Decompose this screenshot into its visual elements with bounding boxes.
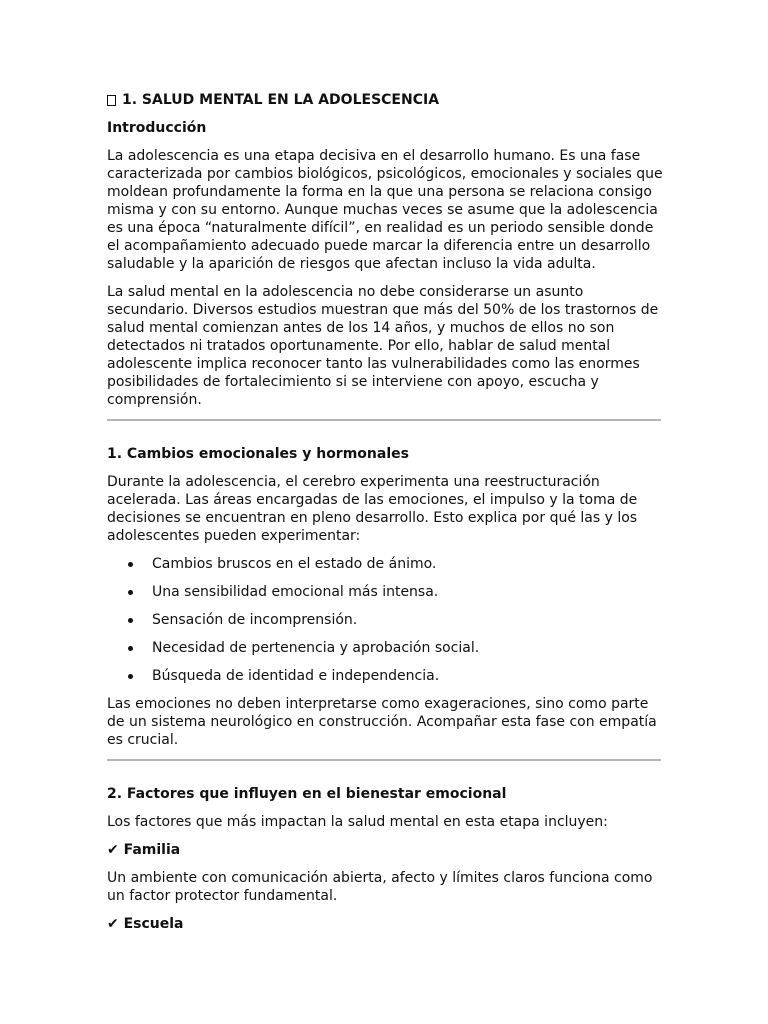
bullet-icon	[128, 590, 133, 595]
section1-paragraph-2: Las emociones no deben interpretarse como exageraciones, sino como parte de un sistema neurológico en construcción. Acompañar esta fase con empatía es crucial.	[107, 696, 657, 748]
school-heading: ✔ Escuela	[107, 916, 184, 932]
document-title	[107, 91, 663, 109]
list-item: Necesidad de pertenencia y aprobación social.	[107, 639, 663, 657]
section-divider	[107, 759, 661, 761]
list-item: Cambios bruscos en el estado de ánimo.	[107, 555, 663, 573]
section1-bullet-list	[107, 555, 663, 685]
section2-paragraph-1: Los factores que más impactan la salud mental en esta etapa incluyen:	[107, 814, 608, 830]
intro-paragraph-2: La salud mental en la adolescencia no debe considerarse un asunto secundario. Diversos estudios muestran que más del 50% de los trastornos de salud mental comienzan antes de los 14 años, y muchos de ellos no son detectados ni tratados oportunamente. Por ello, hablar de salud mental adolescente implica reconocer tanto las vulnerabilidades como las enormes posibilidades de fortalecimiento si se interviene con apoyo, escucha y comprensión.	[107, 284, 659, 408]
family-heading: ✔ Familia	[107, 842, 181, 858]
list-item: Sensación de incomprensión.	[107, 611, 663, 629]
intro-paragraph-1: La adolescencia es una etapa decisiva en el desarrollo humano. Es una fase caracterizada por cambios biológicos, psicológicos, emocionales y sociales que moldean profundamente la forma en la que una persona se relaciona consigo misma y con su entorno. Aunque muchas veces se asume que la adolescencia es una época “naturalmente difícil”, en realidad es un periodo sensible donde el acompañamiento adecuado puede marcar la diferencia entre un desarrollo saludable y la aparición de riesgos que afectan incluso la vida adulta.	[107, 148, 663, 272]
bullet-icon	[128, 674, 133, 679]
section1-heading: 1. Cambios emocionales y hormonales	[107, 446, 409, 462]
section1-paragraph-1: Durante la adolescencia, el cerebro experimenta una reestructuración acelerada. Las áreas encargadas de las emociones, el impulso y la toma de decisiones se encuentran en pleno desarrollo. Esto explica por qué las y los adolescentes pueden experimentar:	[107, 474, 638, 544]
intro-heading: Introducción	[107, 120, 207, 136]
list-item: Una sensibilidad emocional más intensa.	[107, 583, 663, 601]
missing-glyph-icon	[107, 95, 116, 106]
bullet-icon	[128, 562, 133, 567]
section-divider	[107, 419, 661, 421]
document-content	[107, 91, 663, 943]
document-title-text: 1. SALUD MENTAL EN LA ADOLESCENCIA	[122, 92, 440, 108]
list-item: Búsqueda de identidad e independencia.	[107, 667, 663, 685]
section2-heading: 2. Factores que influyen en el bienestar emocional	[107, 786, 507, 802]
bullet-icon	[128, 618, 133, 623]
family-paragraph: Un ambiente con comunicación abierta, afecto y límites claros funciona como un factor protector fundamental.	[107, 870, 653, 904]
bullet-icon	[128, 646, 133, 651]
